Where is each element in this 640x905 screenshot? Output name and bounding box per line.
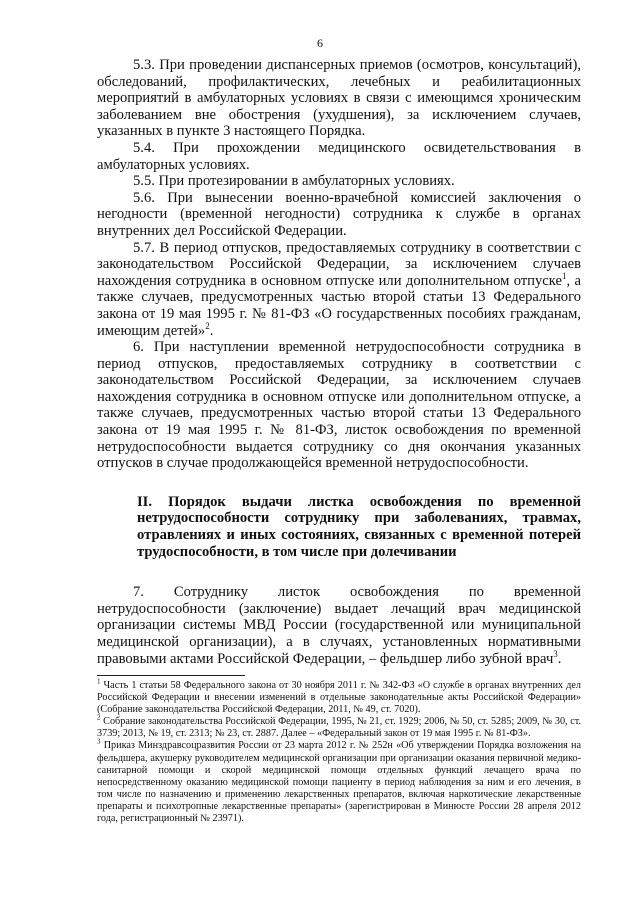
paragraph-5-7-text-a: 5.7. В период отпусков, предоставляемых сотруднику в соответствии с законодательством Российской Федерации, за исключением случаев нахождения сотрудника в основном отпуске или дополнительном отпуске xyxy=(97,239,581,289)
paragraph-6: 6. При наступлении временной нетрудоспособности сотрудника в период отпусков, предоставляемых сотруднику в соответствии с законодательством Российской Федерации, за исключением случаев нахождения сотрудника в основном отпуске или дополнительном отпуске, а также случаев, предусмотренных частью второй статьи 13 Федерального закона от 19 мая 1995 г. № 81-ФЗ, листок освобождения по временной нетрудоспособности выдается сотруднику со дня окончания указанных отпусков в случае продолжающейся временной нетрудоспособности. xyxy=(97,339,581,472)
paragraph-5-6: 5.6. При вынесении военно-врачебной комиссией заключения о негодности (временной негодности) сотрудника к службе в органах внутренних дел Российской Федерации. xyxy=(97,189,581,239)
paragraph-5-4: 5.4. При прохождении медицинского освидетельствования в амбулаторных условиях. xyxy=(97,139,581,173)
footnote-3 xyxy=(97,740,581,825)
footnote-3-number: 3 xyxy=(97,738,101,747)
page-number: 6 xyxy=(317,36,323,50)
footnotes xyxy=(97,675,581,825)
footnote-2-text: Собрание законодательства Российской Федерации, 1995, № 21, ст. 1929; 2006, № 50, ст. 5285; 2009, № 30, ст. 3739; 2013, № 19, ст. 2313; № 23, ст. 2887. Далее – «Федеральный закон от 19 мая 1995 г. № 81-ФЗ». xyxy=(97,716,581,740)
paragraph-7 xyxy=(97,584,581,667)
paragraph-5-5: 5.5. При протезировании в амбулаторных условиях. xyxy=(133,173,455,190)
footnote-2 xyxy=(97,713,581,740)
footnote-1 xyxy=(97,677,581,716)
section-heading: II. Порядок выдачи листка освобождения по временной нетрудоспособности сотруднику при заболеваниях, травмах, отравлениях и иных состояниях, связанных с временной потерей трудоспособности, в том числе при долечивании xyxy=(137,493,581,560)
footnote-1-text: Часть 1 статьи 58 Федерального закона от 30 ноября 2011 г. № 342-ФЗ «О службе в органах внутренних дел Российской Федерации и внесении изменений в отдельные законодательные акты Российской Федерации» (Собрание законодательства Российской Федерации, 2011, № 49, ст. 7020). xyxy=(97,680,581,716)
paragraph-7-end: . xyxy=(557,650,562,667)
footnote-ref-1[interactable]: 1 xyxy=(561,270,567,281)
footnote-1-number: 1 xyxy=(97,677,101,686)
paragraph-5-7-text-b: , а также случаев, предусмотренных частью второй статьи 13 Федерального закона от 19 мая 1995 г. № 81-ФЗ «О государственных пособиях гражданам, имеющим детей» xyxy=(97,272,581,339)
footnote-divider xyxy=(97,675,245,676)
footnote-2-number: 2 xyxy=(97,713,101,722)
paragraph-5-7 xyxy=(97,240,581,340)
paragraph-5-3: 5.3. При проведении диспансерных приемов (осмотров, консультаций), обследований, профилактических, лечебных и реабилитационных мероприятий в амбулаторных условиях в связи с имеющимся хроническим заболеванием вне обострения (ухудшения), за исключением случаев, указанных в пункте 3 настоящего Порядка. xyxy=(97,57,581,140)
paragraph-7-text: 7. Сотруднику листок освобождения по временной нетрудоспособности (заключение) выдает лечащий врач медицинской организации системы МВД России (государственной или муниципальной медицинской организации), а в случаях, установленных нормативными правовыми актами Российской Федерации, – фельдшер либо зубной врач xyxy=(97,584,581,667)
footnote-ref-2[interactable]: 2 xyxy=(205,320,210,331)
body-text xyxy=(97,57,581,667)
footnote-ref-3[interactable]: 3 xyxy=(553,648,558,659)
paragraph-5-7-text-c: . xyxy=(209,322,214,339)
footnote-3-text: Приказ Минздравсоцразвития России от 23 марта 2012 г. № 252н «Об утверждении Порядка возложения на фельдшера, акушерку руководителем медицинской организации при организации оказания первичной медико-санитарной помощи и скорой медицинской помощи отдельных функций лечащего врача по непосредственному оказанию медицинской помощи пациенту в период наблюдения за ним и его лечения, в том числе по назначению и применению лекарственных препаратов, включая наркотические лекарственные препараты и психотропные лекарственные препараты» (зарегистрирован в Минюсте России 28 апреля 2012 года, регистрационный № 23971). xyxy=(97,740,581,825)
